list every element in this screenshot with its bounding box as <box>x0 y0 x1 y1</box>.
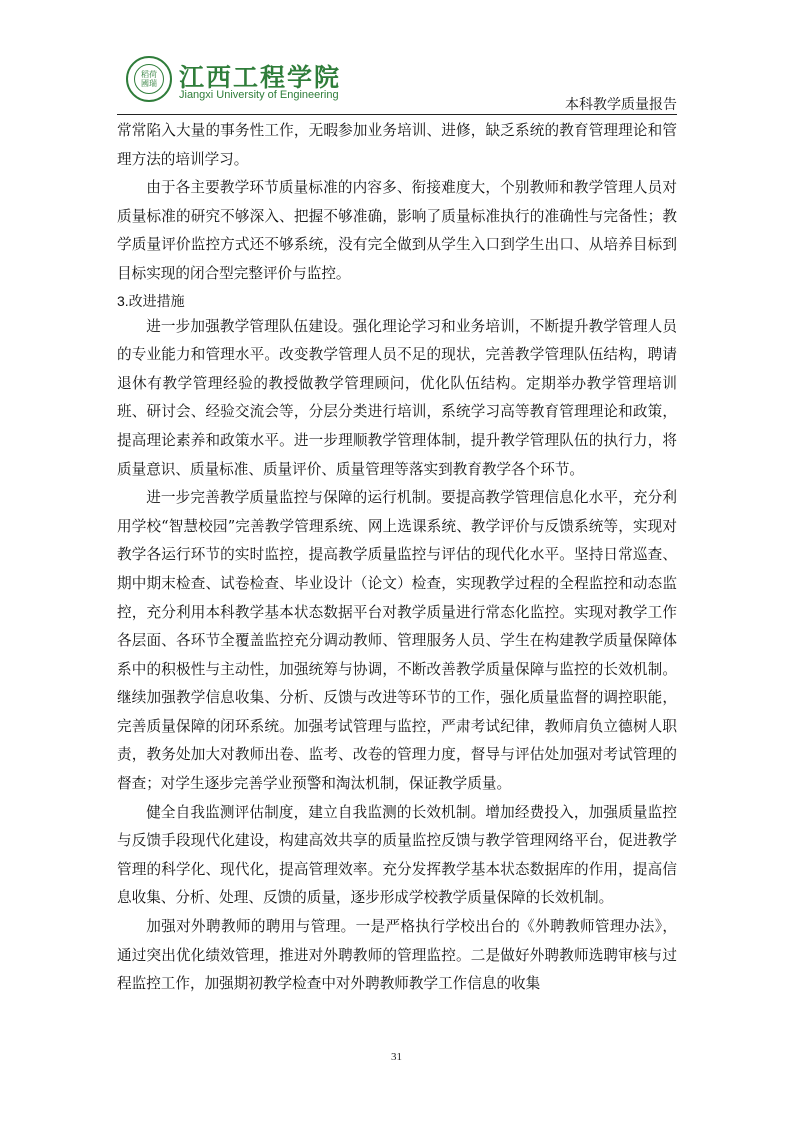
page-header <box>117 56 677 112</box>
section-heading: 3.改进措施 <box>117 292 185 309</box>
report-title: 本科教学质量报告 <box>565 97 677 113</box>
paragraph-3: 进一步加强教学管理队伍建设。强化理论学习和业务培训，不断提升教学管理人员的专业能力和管理水平。改变教学管理人员不足的现状，完善教学管理队伍结构，聘请退休有教学管理经验的教授做教学管理顾问，优化队伍结构。定期举办教学管理培训班、研讨会、经验交流会等，分层分类进行培训，系统学习高等教育管理理论和政策，提高理论素养和政策水平。进一步理顺教学管理体制，提升教学管理队伍的执行力，将质量意识、质量标准、质量评价、质量管理等落实到教育教学各个环节。 <box>117 317 677 478</box>
seal-inner-ring <box>134 64 164 94</box>
paragraph-5: 健全自我监测评估制度，建立自我监测的长效机制。增加经费投入，加强质量监控与反馈手段现代化建设，构建高效共享的质量监控反馈与教学管理网络平台，促进教学管理的科学化、现代化，提高管理效率。充分发挥教学基本状态数据库的作用，提高信息收集、分析、处理、反馈的质量，逐步形成学校教学质量保障的长效机制。 <box>117 803 677 907</box>
school-name-cn: 江西工程学院 <box>179 63 342 92</box>
page-number: 31 <box>391 1051 402 1063</box>
paragraph-4: 进一步完善教学质量监控与保障的运行机制。要提高教学管理信息化水平，充分利用学校“智慧校园”完善教学管理系统、网上选课系统、教学评价与反馈系统等，实现对教学各运行环节的实时监控，提高教学质量监控与评估的现代化水平。坚持日常巡查、期中期末检查、试卷检查、毕业设计（论文）检查，实现教学过程的全程监控和动态监控，充分利用本科教学基本状态数据平台对教学质量进行常态化监控。实现对教学工作各层面、各环节全覆盖监控充分调动教师、管理服务人员、学生在构建教学质量保障体系中的积极性与主动性，加强统筹与协调，不断改善教学质量保障与监控的长效机制。继续加强教学信息收集、分析、反馈与改进等环节的工作，强化质量监督的调控职能，完善质量保障的闭环系统。加强考试管理与监控，严肃考试纪律，教师肩负立德树人职责，教务处加大对教师出卷、监考、改卷的管理力度，督导与评估处加强对考试管理的督查；对学生逐步完善学业预警和淘汰机制，保证教学质量。 <box>117 489 677 793</box>
school-name-en: Jiangxi University of Engineering <box>179 89 339 101</box>
page-body <box>117 117 677 999</box>
paragraph-6: 加强对外聘教师的聘用与管理。一是严格执行学校出台的《外聘教师管理办法》，通过突出优化绩效管理，推进对外聘教师的管理监控。二是做好外聘教师选聘审核与过程监控工作，加强期初教学检查中对外聘教师教学工作信息的收集 <box>117 918 677 993</box>
paragraph-2: 由于各主要教学环节质量标准的内容多、衔接难度大，个别教师和教学管理人员对质量标准的研究不够深入、把握不够准确，影响了质量标准执行的准确性与完备性；教学质量评价监控方式还不够系统，没有完全做到从学生入口到学生出口、从培养目标到目标实现的闭合型完整评价与监控。 <box>117 179 677 282</box>
seal-text: 稻荷 國瑞 <box>141 70 157 88</box>
paragraph-1: 常常陷入大量的事务性工作，无暇参加业务培训、进修，缺乏系统的教育管理理论和管理方法的培训学习。 <box>117 122 677 168</box>
university-seal-logo <box>126 56 172 102</box>
header-divider <box>117 114 677 115</box>
